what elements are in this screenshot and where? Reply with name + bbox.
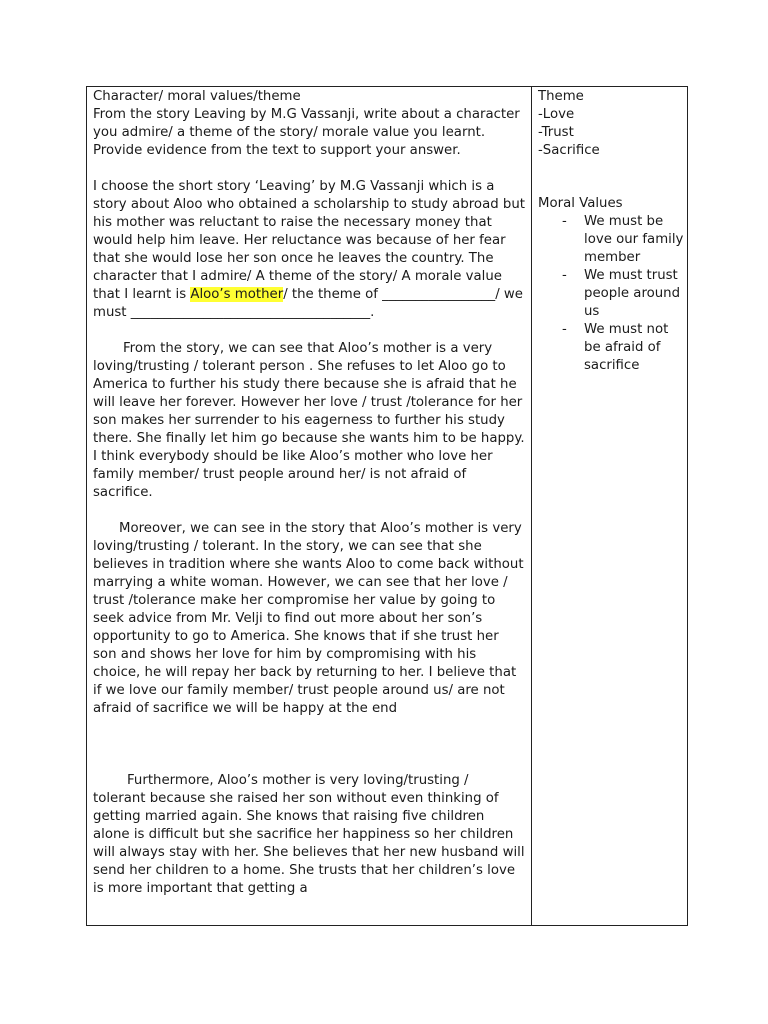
list-item: - We must trust people around us	[538, 267, 684, 321]
highlighted-text: Aloo’s mother	[190, 287, 284, 302]
list-item: - We must be love our family member	[538, 213, 684, 267]
intro-text-2: / the theme of _________________/ we must ____________________________________.	[93, 287, 523, 320]
prompt: From the story Leaving by M.G Vassanji, write about a character you admire/ a theme of the story/ morale value you learnt. Provide evidence from the text to support your answer.	[93, 107, 520, 158]
body-paragraph-1: From the story, we can see that Aloo’s mother is a very loving/trusting / tolerant person . She refuses to let Aloo go to America to further his study there because she is afraid that he will leave her forever. However her love / trust /tolerance for her son makes her surrender to his eagerness to further his study there. She finally let him go because she wants him to be happy. I think everybody should be like Aloo’s mother who love her family member/ trust people around her/ is not afraid of sacrifice.	[93, 341, 525, 500]
body-paragraph-2: Moreover, we can see in the story that Aloo’s mother is very loving/trusting / tolerant. In the story, we can see that she believes in tradition where she wants Aloo to come back without marrying a white woman. However, we can see that her love / trust /tolerance make her compromise her value by going to seek advice from Mr. Velji to find out more about her son’s opportunity to go to America. She knows that if she trust her son and shows her love for him by compromising with his choice, he will repay her back by returning to her. I believe that if we love our family member/ trust people around us/ are not afraid of sacrifice we will be happy at the end	[93, 521, 524, 716]
worksheet-table	[86, 86, 688, 926]
theme-item: -Sacrifice	[538, 143, 600, 158]
moral-values-list	[538, 213, 684, 375]
heading: Character/ moral values/theme	[93, 89, 301, 104]
theme-heading: Theme	[538, 89, 584, 104]
body-paragraph-3: Furthermore, Aloo’s mother is very loving/trusting / tolerant because she raised her son without even thinking of getting married again. She knows that raising five children alone is difficult but she sacrifice her happiness so her children will always stay with her. She believes that her new husband will send her children to a home. She trusts that her children’s love is more important that getting a	[93, 773, 525, 896]
theme-item: -Love	[538, 107, 575, 122]
column-divider	[531, 87, 532, 925]
intro-paragraph	[93, 178, 525, 322]
intro-text-1: I choose the short story ‘Leaving’ by M.G Vassanji which is a story about Aloo who obtained a scholarship to study abroad but his mother was reluctant to raise the necessary money that would help him leave. Her reluctance was because of her fear that she would lose her son once he leaves the country. The character that I admire/ A theme of the story/ A morale value that I learnt is	[93, 179, 525, 302]
left-column	[93, 88, 525, 898]
theme-item: -Trust	[538, 125, 574, 140]
moral-values-heading: Moral Values	[538, 196, 623, 211]
list-item: - We must not be afraid of sacrifice	[538, 321, 684, 375]
right-column	[538, 88, 684, 375]
